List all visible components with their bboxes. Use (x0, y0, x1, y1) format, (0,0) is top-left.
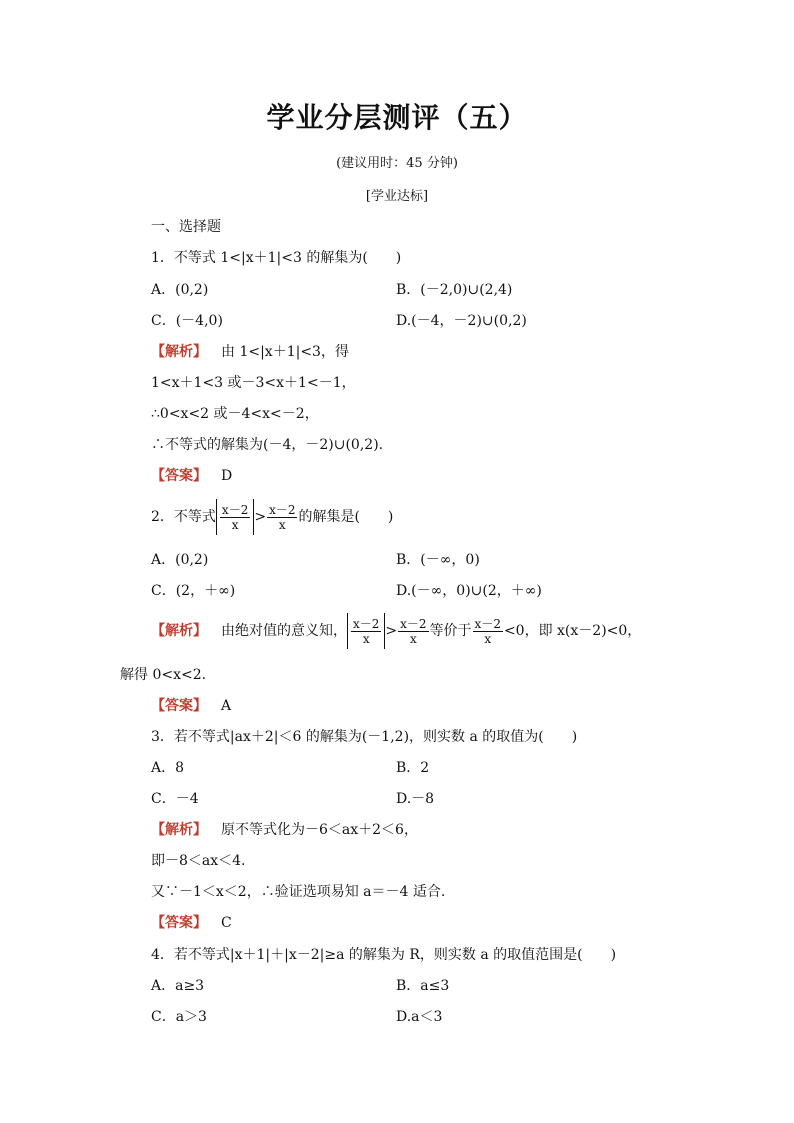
analysis-label: 【解析】 (151, 623, 207, 639)
time-note: (建议用时：45 分钟) (336, 156, 458, 171)
q3-answer-row (151, 914, 232, 932)
q2-answer-row (151, 697, 231, 715)
q2-numerator-2: x－2 (269, 502, 296, 517)
page-title: 学业分层测评（五） (266, 101, 528, 134)
analysis-label: 【解析】 (151, 822, 207, 838)
q2-analysis-pre: 由绝对值的意义知， (221, 623, 347, 639)
q3-analysis-line-2: 即－8＜ax＜4. (151, 853, 246, 869)
q2-a-denominator-2: x (409, 631, 417, 646)
answer-label: 【答案】 (151, 468, 207, 484)
q2-stem-post: 的解集是( ) (298, 509, 394, 525)
q2-a-denominator: x (362, 631, 370, 646)
q2-abs-fraction (216, 499, 254, 535)
q2-option-b: B．(－∞，0) (396, 552, 480, 568)
q4-option-a: A．a≥3 (151, 978, 205, 994)
q3-option-d: D.－8 (396, 791, 435, 807)
level-label: [学业达标] (365, 189, 429, 204)
q1-option-d: D.(－4，－2)∪(0,2) (396, 313, 527, 329)
q2-stem-pre: 2．不等式 (151, 509, 216, 525)
q3-option-b: B．2 (396, 760, 430, 776)
q1-option-b: B．(－2,0)∪(2,4) (396, 282, 513, 298)
q2-a-numerator: x－2 (353, 616, 380, 631)
q2-analysis-abs-fraction (347, 613, 385, 649)
q1-analysis-line-1: 由 1<|x＋1|<3，得 (221, 344, 349, 360)
q2-option-d: D.(－∞，0)∪(2，＋∞) (396, 583, 542, 599)
answer-label: 【答案】 (151, 698, 207, 714)
q3-option-c: C．－4 (151, 791, 199, 807)
q2-denominator-2: x (278, 517, 286, 532)
q1-analysis-line-2: 1<x＋1<3 或－3<x＋1<－1， (151, 375, 356, 391)
q2-analysis-fraction (398, 617, 428, 646)
q1-stem: 1．不等式 1<|x＋1|<3 的解集为( ) (151, 250, 402, 266)
q1-answer: D (221, 468, 233, 484)
q2-option-c: C．(2，＋∞) (151, 583, 236, 599)
q2-analysis-fraction-3 (473, 617, 503, 646)
q2-gt: > (254, 509, 267, 525)
section-heading: 一、选择题 (151, 219, 221, 235)
q3-analysis-line-1: 原不等式化为－6＜ax＋2＜6， (221, 822, 418, 838)
q4-option-c: C．a＞3 (151, 1009, 207, 1025)
q4-option-d: D.a＜3 (396, 1009, 443, 1025)
q4-stem: 4．若不等式|x＋1|＋|x－2|≥a 的解集为 R，则实数 a 的取值范围是( ) (151, 947, 617, 963)
q2-analysis-mid: 等价于 (429, 623, 472, 639)
q1-analysis-line-4: ∴不等式的解集为(－4，－2)∪(0,2). (151, 437, 384, 453)
q2-a-numerator-3: x－2 (474, 616, 501, 631)
q1-analysis-line-3: ∴0<x<2 或－4<x<－2， (151, 406, 319, 422)
q1-option-a: A．(0,2) (151, 282, 209, 298)
q2-fraction (267, 503, 297, 532)
answer-label: 【答案】 (151, 915, 207, 931)
q2-a-numerator-2: x－2 (400, 616, 427, 631)
q3-answer: C (221, 915, 232, 931)
q2-option-a: A．(0,2) (151, 552, 209, 568)
q2-analysis-row (151, 613, 641, 649)
q3-analysis-row (151, 821, 418, 839)
q2-analysis-line-2: 解得 0<x<2. (120, 667, 207, 683)
q2-denominator: x (231, 517, 239, 532)
q2-answer: A (221, 698, 232, 714)
q2-numerator: x－2 (221, 502, 249, 517)
q1-option-c: C．(－4,0) (151, 313, 223, 329)
q2-a-denominator-3: x (484, 631, 492, 646)
q2-analysis-gt: > (385, 623, 398, 639)
q3-option-a: A．8 (151, 760, 185, 776)
q4-option-b: B．a≤3 (396, 978, 450, 994)
q1-answer-row (151, 467, 232, 485)
q3-stem: 3．若不等式|ax＋2|＜6 的解集为(－1,2)，则实数 a 的取值为( ) (151, 729, 578, 745)
q2-analysis-post: <0，即 x(x－2)<0， (503, 623, 642, 639)
q3-analysis-line-3: 又∵－1＜x＜2，∴验证选项易知 a＝－4 适合. (151, 884, 446, 900)
q2-stem (151, 499, 393, 535)
q1-analysis-row (151, 343, 349, 361)
analysis-label: 【解析】 (151, 344, 207, 360)
